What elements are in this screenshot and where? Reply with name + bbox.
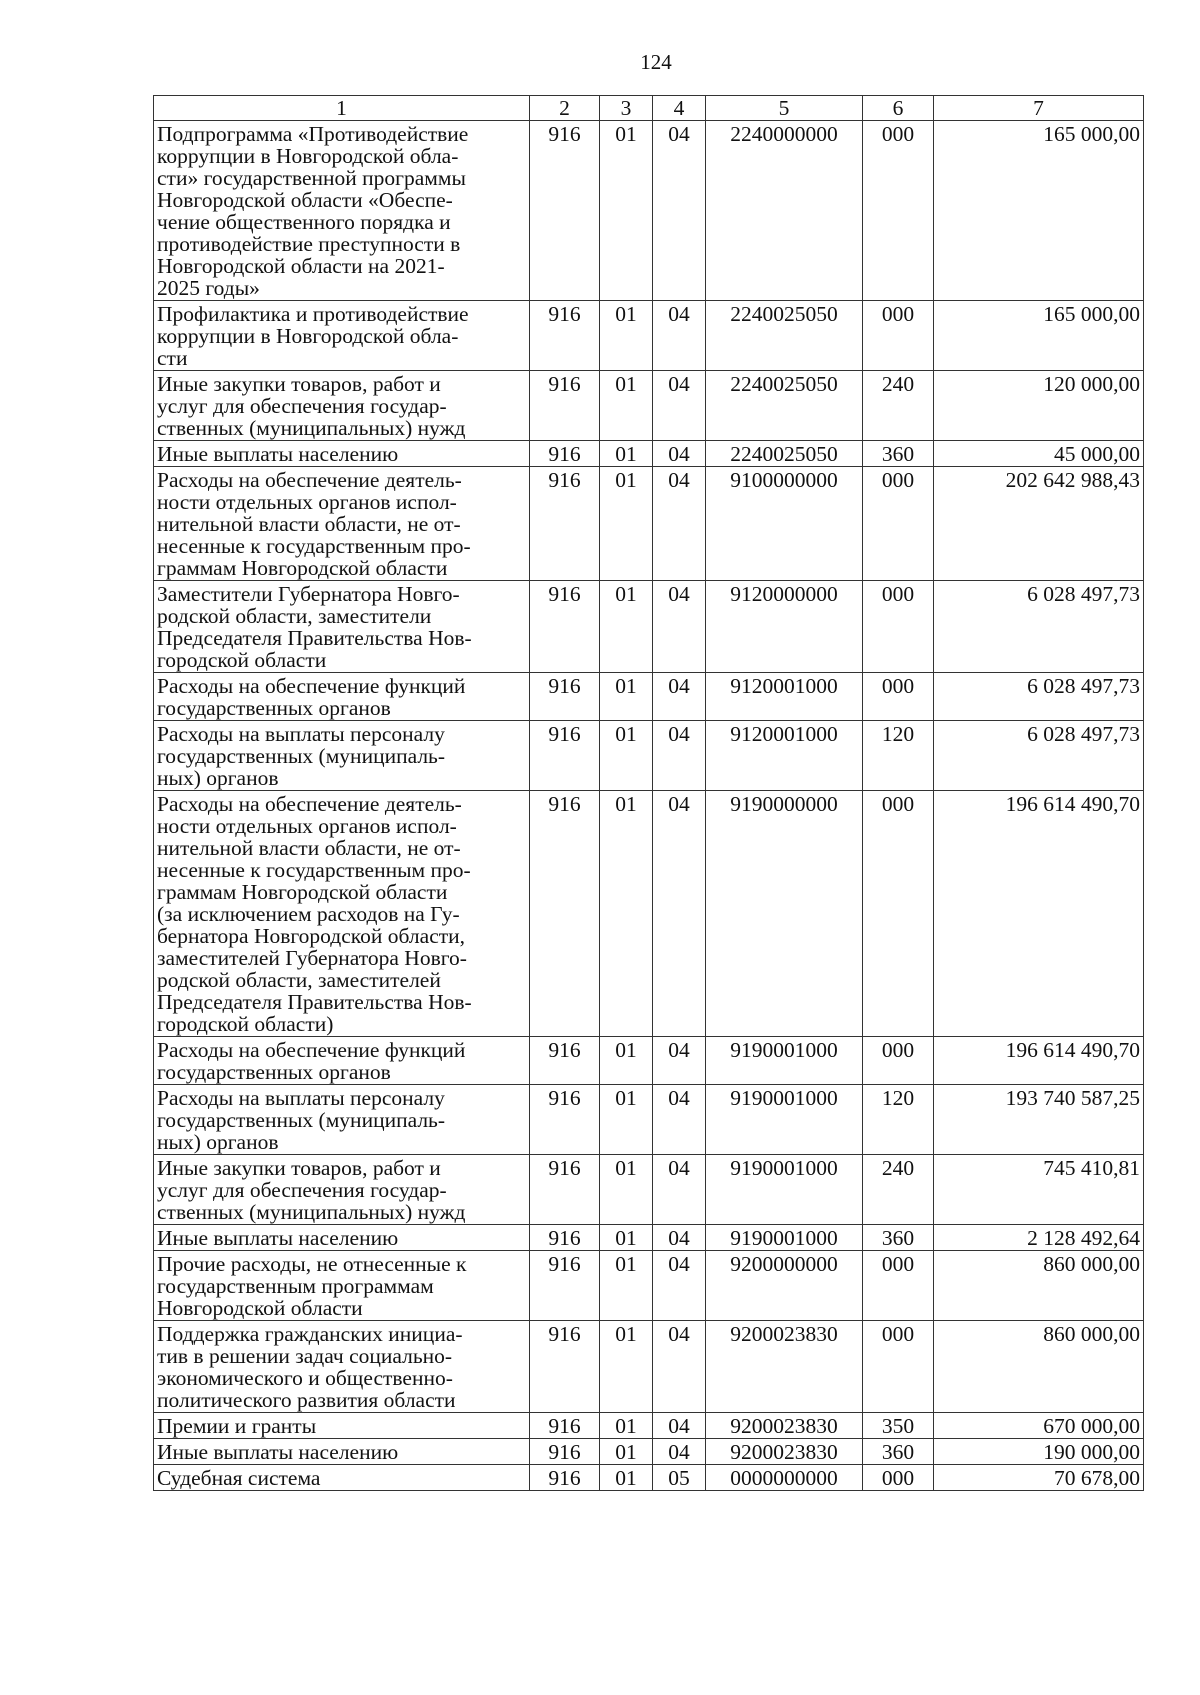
amount-cell: 196 614 490,70 xyxy=(934,1037,1144,1085)
admin-code-cell: 916 xyxy=(530,1225,600,1251)
row-name-cell: Поддержка гражданских инициа- тив в решении задач социально- экономического и общественно- политического развития области xyxy=(154,1321,530,1413)
expense-type-cell: 000 xyxy=(863,1321,934,1413)
target-article-cell: 2240000000 xyxy=(706,121,863,301)
row-name-cell: Расходы на выплаты персоналу государственных (муниципаль- ных) органов xyxy=(154,721,530,791)
section-cell: 01 xyxy=(600,1413,653,1439)
subsection-cell: 04 xyxy=(653,1037,706,1085)
section-cell: 01 xyxy=(600,1321,653,1413)
admin-code-cell: 916 xyxy=(530,1465,600,1491)
target-article-cell: 9100000000 xyxy=(706,467,863,581)
column-header-5: 5 xyxy=(706,96,863,121)
expense-type-cell: 120 xyxy=(863,721,934,791)
table-row xyxy=(154,371,1144,441)
expense-type-cell: 000 xyxy=(863,1037,934,1085)
expense-type-cell: 000 xyxy=(863,581,934,673)
expense-type-cell: 360 xyxy=(863,1225,934,1251)
section-cell: 01 xyxy=(600,673,653,721)
expense-type-cell: 000 xyxy=(863,791,934,1037)
expense-type-cell: 240 xyxy=(863,371,934,441)
amount-cell: 190 000,00 xyxy=(934,1439,1144,1465)
subsection-cell: 04 xyxy=(653,1225,706,1251)
expense-type-cell: 000 xyxy=(863,301,934,371)
row-name-cell: Иные выплаты населению xyxy=(154,1439,530,1465)
column-header-7: 7 xyxy=(934,96,1144,121)
row-name-cell: Расходы на обеспечение функций государственных органов xyxy=(154,673,530,721)
subsection-cell: 04 xyxy=(653,721,706,791)
subsection-cell: 04 xyxy=(653,1439,706,1465)
target-article-cell: 9120000000 xyxy=(706,581,863,673)
expense-type-cell: 360 xyxy=(863,1439,934,1465)
table-row xyxy=(154,791,1144,1037)
table-row xyxy=(154,721,1144,791)
table-row xyxy=(154,1251,1144,1321)
section-cell: 01 xyxy=(600,1155,653,1225)
amount-cell: 120 000,00 xyxy=(934,371,1144,441)
row-name-cell: Премии и гранты xyxy=(154,1413,530,1439)
amount-cell: 196 614 490,70 xyxy=(934,791,1144,1037)
column-header-2: 2 xyxy=(530,96,600,121)
admin-code-cell: 916 xyxy=(530,1439,600,1465)
subsection-cell: 04 xyxy=(653,1085,706,1155)
row-name-cell: Иные закупки товаров, работ и услуг для обеспечения государ- ственных (муниципальных) нужд xyxy=(154,1155,530,1225)
section-cell: 01 xyxy=(600,441,653,467)
amount-cell: 165 000,00 xyxy=(934,301,1144,371)
admin-code-cell: 916 xyxy=(530,1085,600,1155)
row-name-cell: Иные выплаты населению xyxy=(154,441,530,467)
amount-cell: 745 410,81 xyxy=(934,1155,1144,1225)
budget-table xyxy=(153,95,1144,1491)
target-article-cell: 9190001000 xyxy=(706,1037,863,1085)
target-article-cell: 9200000000 xyxy=(706,1251,863,1321)
column-header-4: 4 xyxy=(653,96,706,121)
subsection-cell: 04 xyxy=(653,1155,706,1225)
target-article-cell: 2240025050 xyxy=(706,301,863,371)
subsection-cell: 04 xyxy=(653,441,706,467)
target-article-cell: 9120001000 xyxy=(706,673,863,721)
section-cell: 01 xyxy=(600,1439,653,1465)
column-header-6: 6 xyxy=(863,96,934,121)
row-name-cell: Подпрограмма «Противодействие коррупции в Новгородской обла- сти» государственной программы Новгородской области «Обеспе- чение общественного порядка и противодействие преступности в Новгородской области на 2021- 2025 годы» xyxy=(154,121,530,301)
table-row xyxy=(154,1085,1144,1155)
table-row xyxy=(154,1225,1144,1251)
section-cell: 01 xyxy=(600,1465,653,1491)
row-name-cell: Расходы на выплаты персоналу государственных (муниципаль- ных) органов xyxy=(154,1085,530,1155)
admin-code-cell: 916 xyxy=(530,581,600,673)
amount-cell: 6 028 497,73 xyxy=(934,673,1144,721)
table-row xyxy=(154,1413,1144,1439)
target-article-cell: 9190001000 xyxy=(706,1225,863,1251)
admin-code-cell: 916 xyxy=(530,1251,600,1321)
target-article-cell: 9120001000 xyxy=(706,721,863,791)
admin-code-cell: 916 xyxy=(530,1155,600,1225)
section-cell: 01 xyxy=(600,1251,653,1321)
section-cell: 01 xyxy=(600,371,653,441)
row-name-cell: Расходы на обеспечение деятель- ности отдельных органов испол- нительной власти области, не от- несенные к государственным про- граммам Новгородской области xyxy=(154,467,530,581)
amount-cell: 6 028 497,73 xyxy=(934,581,1144,673)
column-header-1: 1 xyxy=(154,96,530,121)
table-body xyxy=(154,121,1144,1491)
subsection-cell: 04 xyxy=(653,1413,706,1439)
section-cell: 01 xyxy=(600,581,653,673)
target-article-cell: 9200023830 xyxy=(706,1439,863,1465)
section-cell: 01 xyxy=(600,467,653,581)
target-article-cell: 9190001000 xyxy=(706,1155,863,1225)
admin-code-cell: 916 xyxy=(530,791,600,1037)
amount-cell: 860 000,00 xyxy=(934,1321,1144,1413)
section-cell: 01 xyxy=(600,721,653,791)
subsection-cell: 04 xyxy=(653,467,706,581)
section-cell: 01 xyxy=(600,1225,653,1251)
row-name-cell: Иные закупки товаров, работ и услуг для обеспечения государ- ственных (муниципальных) нужд xyxy=(154,371,530,441)
expense-type-cell: 000 xyxy=(863,1465,934,1491)
row-name-cell: Расходы на обеспечение функций государственных органов xyxy=(154,1037,530,1085)
section-cell: 01 xyxy=(600,121,653,301)
admin-code-cell: 916 xyxy=(530,467,600,581)
target-article-cell: 0000000000 xyxy=(706,1465,863,1491)
column-header-row xyxy=(154,96,1144,121)
target-article-cell: 9200023830 xyxy=(706,1413,863,1439)
expense-type-cell: 120 xyxy=(863,1085,934,1155)
amount-cell: 670 000,00 xyxy=(934,1413,1144,1439)
target-article-cell: 9200023830 xyxy=(706,1321,863,1413)
table-row xyxy=(154,1321,1144,1413)
section-cell: 01 xyxy=(600,301,653,371)
table-row xyxy=(154,1037,1144,1085)
expense-type-cell: 000 xyxy=(863,467,934,581)
table-row xyxy=(154,1465,1144,1491)
row-name-cell: Иные выплаты населению xyxy=(154,1225,530,1251)
admin-code-cell: 916 xyxy=(530,441,600,467)
page-number: 124 xyxy=(640,50,672,74)
section-cell: 01 xyxy=(600,1085,653,1155)
amount-cell: 2 128 492,64 xyxy=(934,1225,1144,1251)
expense-type-cell: 240 xyxy=(863,1155,934,1225)
table-row xyxy=(154,301,1144,371)
table-row xyxy=(154,1439,1144,1465)
target-article-cell: 2240025050 xyxy=(706,441,863,467)
amount-cell: 860 000,00 xyxy=(934,1251,1144,1321)
admin-code-cell: 916 xyxy=(530,1037,600,1085)
subsection-cell: 04 xyxy=(653,1321,706,1413)
row-name-cell: Прочие расходы, не отнесенные к государственным программам Новгородской области xyxy=(154,1251,530,1321)
amount-cell: 70 678,00 xyxy=(934,1465,1144,1491)
target-article-cell: 9190000000 xyxy=(706,791,863,1037)
expense-type-cell: 000 xyxy=(863,1251,934,1321)
subsection-cell: 04 xyxy=(653,581,706,673)
admin-code-cell: 916 xyxy=(530,673,600,721)
amount-cell: 193 740 587,25 xyxy=(934,1085,1144,1155)
amount-cell: 6 028 497,73 xyxy=(934,721,1144,791)
subsection-cell: 04 xyxy=(653,791,706,1037)
amount-cell: 45 000,00 xyxy=(934,441,1144,467)
target-article-cell: 9190001000 xyxy=(706,1085,863,1155)
subsection-cell: 04 xyxy=(653,121,706,301)
expense-type-cell: 350 xyxy=(863,1413,934,1439)
expense-type-cell: 000 xyxy=(863,673,934,721)
table-row xyxy=(154,121,1144,301)
subsection-cell: 04 xyxy=(653,1251,706,1321)
admin-code-cell: 916 xyxy=(530,301,600,371)
admin-code-cell: 916 xyxy=(530,121,600,301)
expense-type-cell: 360 xyxy=(863,441,934,467)
admin-code-cell: 916 xyxy=(530,371,600,441)
admin-code-cell: 916 xyxy=(530,1321,600,1413)
amount-cell: 165 000,00 xyxy=(934,121,1144,301)
target-article-cell: 2240025050 xyxy=(706,371,863,441)
column-header-3: 3 xyxy=(600,96,653,121)
amount-cell: 202 642 988,43 xyxy=(934,467,1144,581)
table-row xyxy=(154,673,1144,721)
section-cell: 01 xyxy=(600,791,653,1037)
admin-code-cell: 916 xyxy=(530,721,600,791)
section-cell: 01 xyxy=(600,1037,653,1085)
subsection-cell: 04 xyxy=(653,371,706,441)
row-name-cell: Судебная система xyxy=(154,1465,530,1491)
expense-type-cell: 000 xyxy=(863,121,934,301)
subsection-cell: 04 xyxy=(653,301,706,371)
table-row xyxy=(154,581,1144,673)
subsection-cell: 05 xyxy=(653,1465,706,1491)
row-name-cell: Профилактика и противодействие коррупции в Новгородской обла- сти xyxy=(154,301,530,371)
row-name-cell: Расходы на обеспечение деятель- ности отдельных органов испол- нительной власти области, не от- несенные к государственным про- граммам Новгородской области (за исключением расходов на Гу- бернатора Новгородской области, заместителей Губернатора Новго- родской области, заместителей Председателя Правительства Нов- городской области) xyxy=(154,791,530,1037)
table-row xyxy=(154,441,1144,467)
subsection-cell: 04 xyxy=(653,673,706,721)
row-name-cell: Заместители Губернатора Новго- родской области, заместители Председателя Правительства Нов- городской области xyxy=(154,581,530,673)
table-row xyxy=(154,467,1144,581)
admin-code-cell: 916 xyxy=(530,1413,600,1439)
table-row xyxy=(154,1155,1144,1225)
